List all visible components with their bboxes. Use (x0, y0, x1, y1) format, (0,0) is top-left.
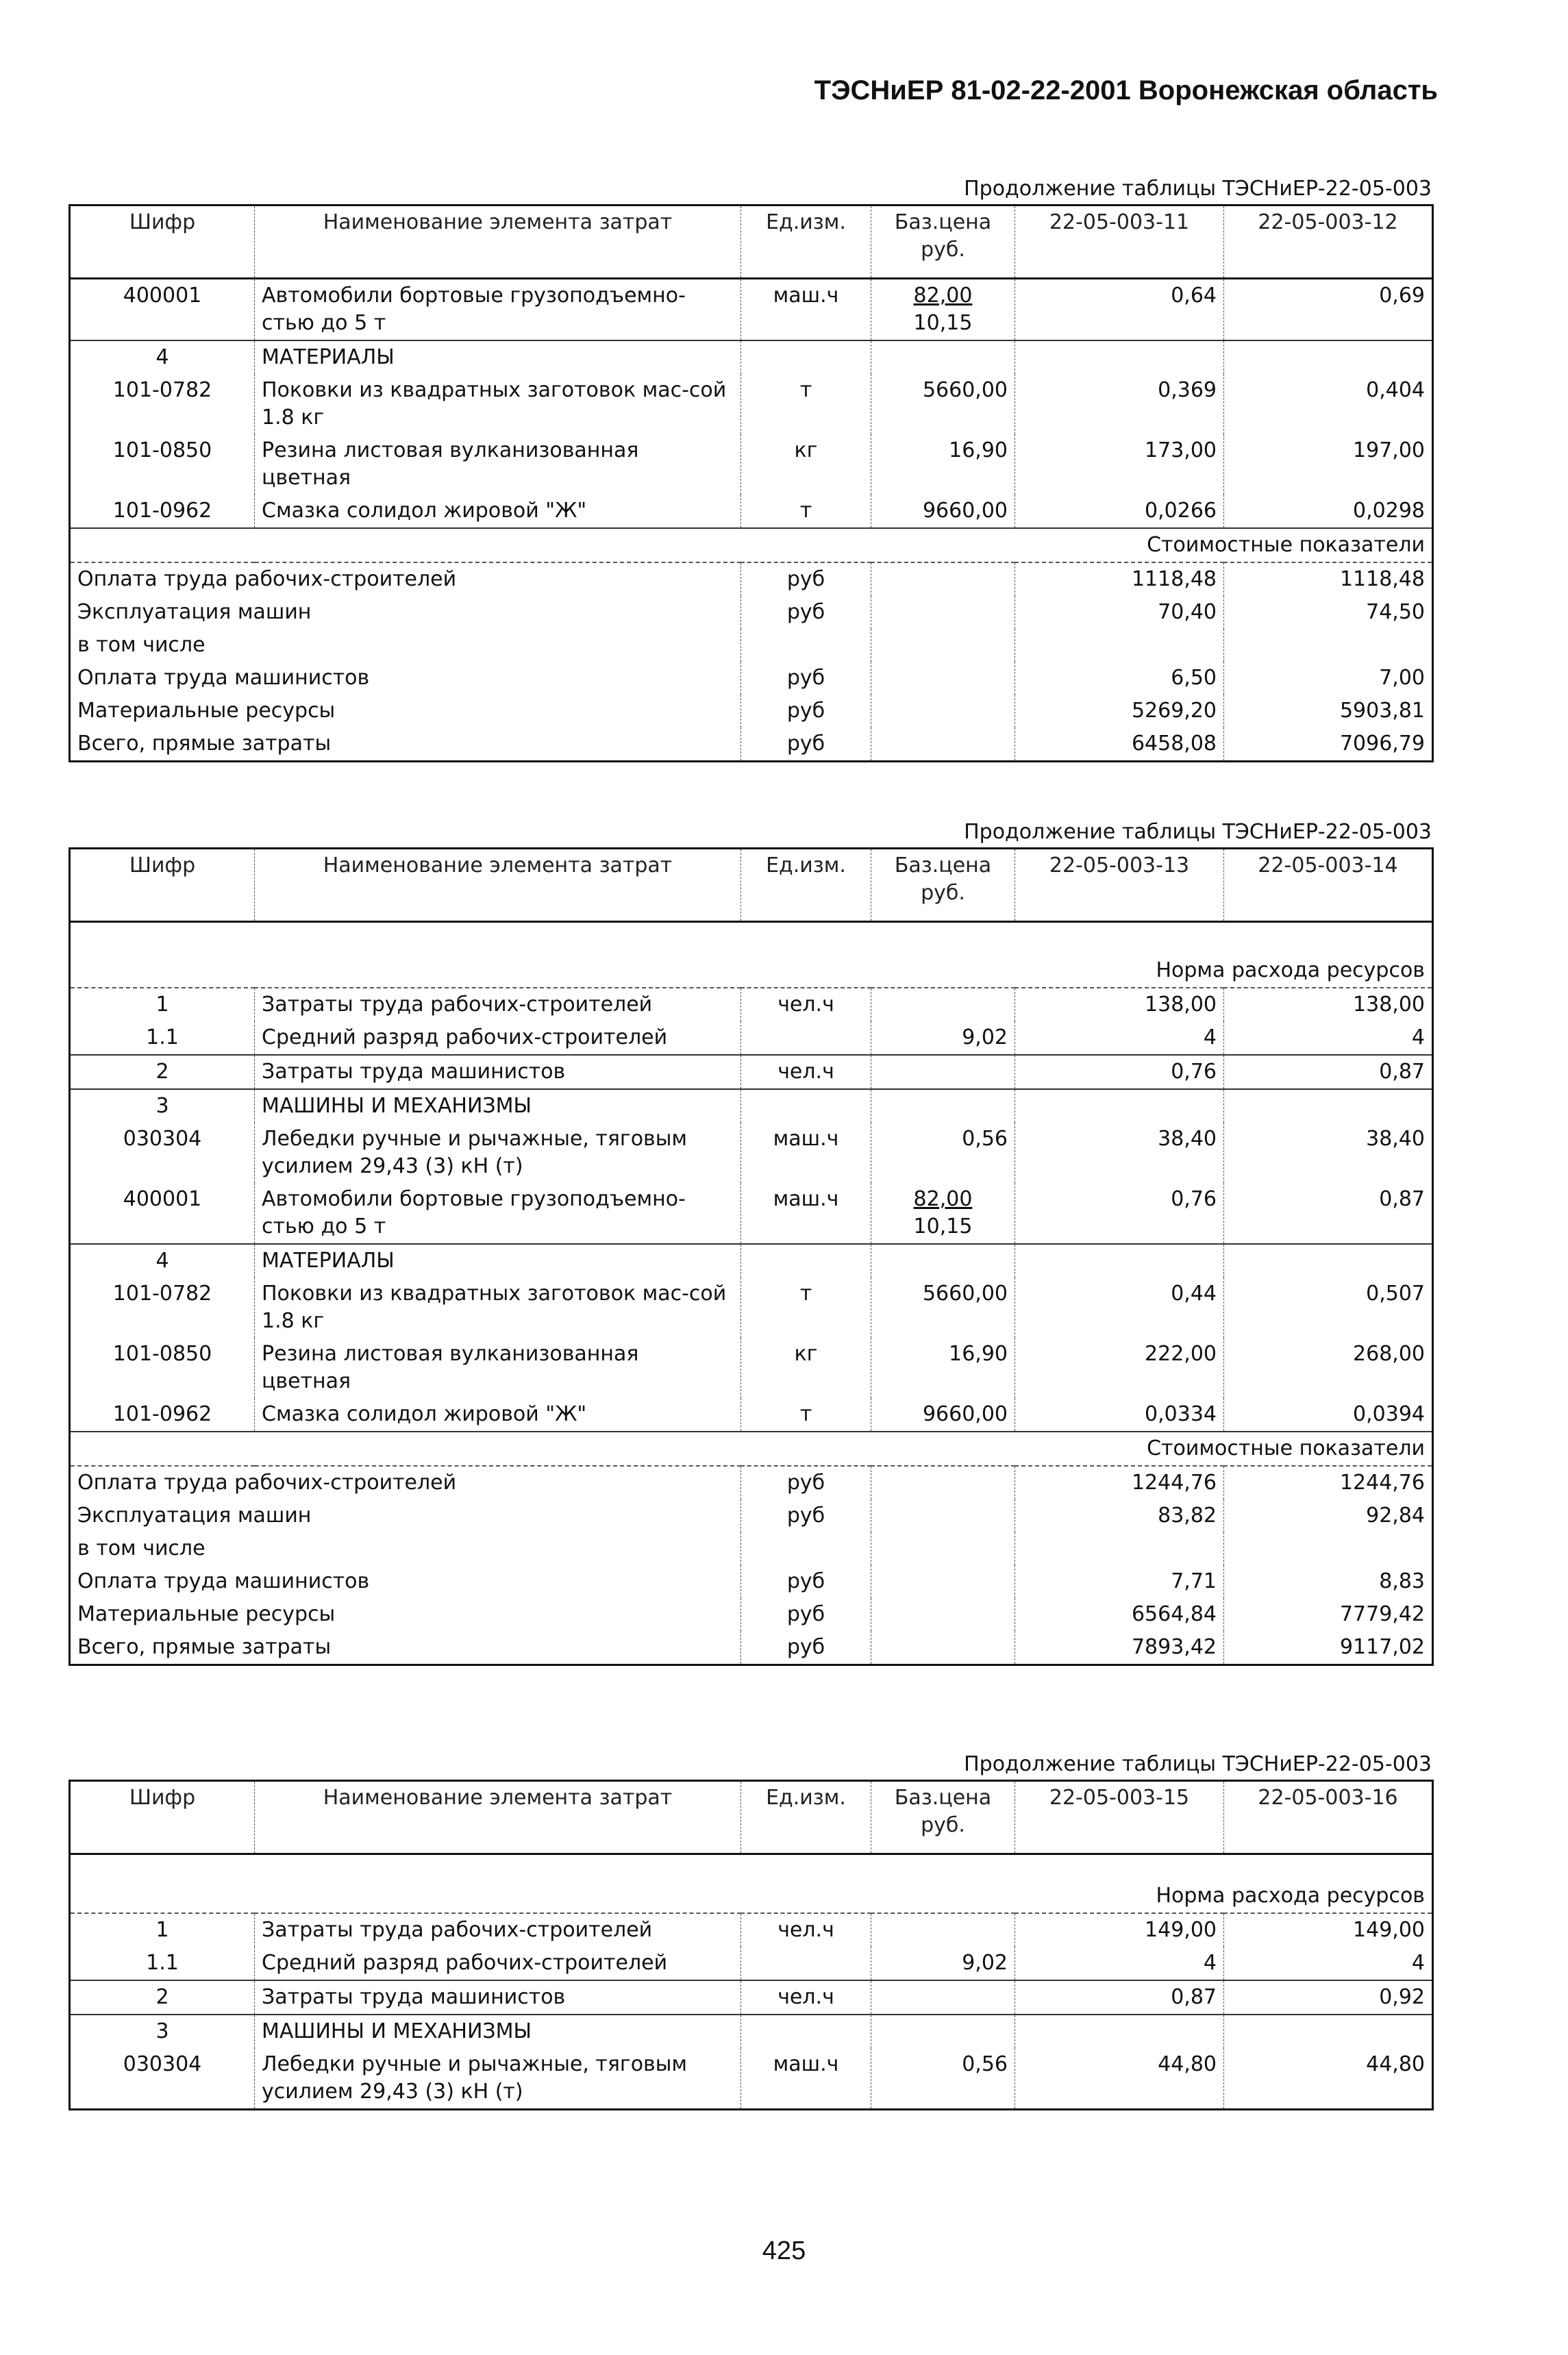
summary-value-b: 5903,81 (1224, 695, 1433, 727)
cell-value-b: 0,507 (1224, 1278, 1433, 1338)
cell-code: 400001 (123, 284, 202, 308)
cell-price: 16,90 (871, 434, 1015, 495)
cell-unit (741, 340, 871, 374)
cell-value-b: 0,92 (1224, 1980, 1433, 2015)
table-row (70, 340, 1433, 374)
summary-unit: руб (741, 1631, 871, 1665)
summary-unit: руб (741, 1565, 871, 1598)
cell-code: 101-0962 (112, 499, 212, 523)
table-row (70, 1089, 1433, 1123)
section-caption: Стоимостные показатели (70, 528, 1433, 562)
cell-unit (741, 1089, 871, 1123)
summary-label: Оплата труда рабочих-строителей (77, 567, 457, 591)
cell-price: 5660,00 (871, 1278, 1015, 1338)
table-row (70, 988, 1433, 1021)
cell-value-b: 138,00 (1224, 988, 1433, 1021)
summary-unit: руб (741, 596, 871, 629)
summary-value-a: 1244,76 (1015, 1466, 1224, 1499)
summary-label: Эксплуатация машин (77, 600, 312, 624)
cell-price (871, 279, 1015, 341)
col-header-price: Баз.цена руб. (871, 205, 1015, 279)
cell-value-a: 0,44 (1015, 1278, 1224, 1338)
table-row (70, 1913, 1433, 1947)
cell-value-b: 0,69 (1224, 279, 1433, 341)
cell-value-b: 197,00 (1224, 434, 1433, 495)
cell-value-b: 0,0298 (1224, 495, 1433, 528)
cell-value-b: 44,80 (1224, 2048, 1433, 2110)
cell-value-a (1015, 2015, 1224, 2048)
cell-value-b: 4 (1224, 1021, 1433, 1055)
cell-unit: маш.ч (741, 1183, 871, 1244)
cell-name: МАШИНЫ И МЕХАНИЗМЫ (255, 1089, 741, 1123)
price-value: 82,00 (913, 284, 973, 308)
cell-value-b: 0,0394 (1224, 1398, 1433, 1432)
summary-label: в том числе (77, 633, 206, 657)
summary-unit: руб (741, 727, 871, 762)
cell-name: Поковки из квадратных заготовок мас-сой 1.8 кг (255, 374, 741, 434)
cell-unit: т (741, 1278, 871, 1338)
summary-row (70, 1532, 1433, 1565)
summary-label: в том числе (77, 1536, 206, 1560)
summary-label: Оплата труда рабочих-строителей (77, 1471, 457, 1495)
cell-value-b: 4 (1224, 1947, 1433, 1980)
section-caption-row (70, 922, 1433, 988)
cell-price (871, 340, 1015, 374)
summary-empty (871, 629, 1015, 662)
section-caption-row (70, 1432, 1433, 1466)
col-header-code-b: 22-05-003-12 (1224, 205, 1433, 279)
price-secondary: 10,15 (913, 1214, 973, 1238)
cell-name: Затраты труда машинистов (255, 1980, 741, 2015)
table-header-row (70, 849, 1433, 922)
table-row (70, 1055, 1433, 1089)
cell-code: 030304 (123, 1127, 202, 1151)
col-header-unit: Ед.изм. (741, 205, 871, 279)
table-row (70, 434, 1433, 495)
cell-name: Смазка солидол жировой "Ж" (255, 1398, 741, 1432)
price-secondary: 10,15 (913, 311, 973, 335)
cell-code: 101-0962 (112, 1402, 212, 1426)
cell-name: Затраты труда рабочих-строителей (255, 988, 741, 1021)
cell-unit: чел.ч (741, 1980, 871, 2015)
cell-code: 1 (155, 1918, 169, 1942)
table-caption: Продолжение таблицы ТЭСНиЕР-22-05-003 (964, 177, 1432, 201)
cell-value-b: 0,87 (1224, 1183, 1433, 1244)
cell-value-a: 38,40 (1015, 1123, 1224, 1183)
col-header-code-a: 22-05-003-11 (1015, 205, 1224, 279)
cell-code: 1 (155, 993, 169, 1017)
table-row (70, 1183, 1433, 1244)
summary-row (70, 1466, 1433, 1499)
resource-table-3 (69, 1780, 1434, 2110)
cell-value-a: 44,80 (1015, 2048, 1224, 2110)
col-header-code-b: 22-05-003-14 (1224, 849, 1433, 922)
summary-value-b: 1244,76 (1224, 1466, 1433, 1499)
summary-value-b: 7779,42 (1224, 1598, 1433, 1631)
summary-empty (871, 562, 1015, 596)
cell-name: Затраты труда рабочих-строителей (255, 1913, 741, 1947)
summary-unit: руб (741, 1598, 871, 1631)
summary-label: Материальные ресурсы (77, 1602, 336, 1626)
cell-unit: кг (741, 434, 871, 495)
cell-code: 3 (70, 1089, 255, 1123)
cell-unit: чел.ч (741, 1055, 871, 1089)
col-header-name: Наименование элемента затрат (255, 849, 741, 922)
cell-value-a: 0,64 (1015, 279, 1224, 341)
summary-empty (871, 1565, 1015, 1598)
cell-name: МАТЕРИАЛЫ (255, 340, 741, 374)
summary-unit: руб (741, 1466, 871, 1499)
cell-value-a (1015, 1244, 1224, 1278)
cell-code: 2 (70, 1980, 255, 2015)
cell-code: 1.1 (146, 1951, 179, 1975)
summary-row (70, 727, 1433, 762)
summary-unit (741, 629, 871, 662)
summary-value-a: 6458,08 (1015, 727, 1224, 762)
cell-code: 4 (70, 1244, 255, 1278)
table-row (70, 2048, 1433, 2110)
cell-unit (741, 1947, 871, 1980)
summary-label: Оплата труда машинистов (77, 666, 370, 690)
price-value: 82,00 (913, 1187, 973, 1211)
cell-price: 0,56 (871, 2048, 1015, 2110)
cell-value-a: 222,00 (1015, 1338, 1224, 1398)
table-caption: Продолжение таблицы ТЭСНиЕР-22-05-003 (964, 820, 1432, 844)
table-row (70, 1947, 1433, 1980)
summary-value-b: 8,83 (1224, 1565, 1433, 1598)
cell-value-a: 0,369 (1015, 374, 1224, 434)
summary-value-b: 74,50 (1224, 596, 1433, 629)
summary-empty (871, 1598, 1015, 1631)
cell-value-b (1224, 1089, 1433, 1123)
summary-empty (871, 596, 1015, 629)
summary-value-a: 7893,42 (1015, 1631, 1224, 1665)
cell-code: 101-0850 (112, 1342, 212, 1366)
cell-unit: маш.ч (741, 2048, 871, 2110)
cell-value-a: 173,00 (1015, 434, 1224, 495)
summary-empty (871, 1631, 1015, 1665)
summary-value-b (1224, 629, 1433, 662)
cell-unit: т (741, 374, 871, 434)
resource-table-1 (69, 204, 1434, 762)
cell-price: 16,90 (871, 1338, 1015, 1398)
cell-value-b (1224, 2015, 1433, 2048)
cell-price: 9660,00 (871, 1398, 1015, 1432)
col-header-name: Наименование элемента затрат (255, 1781, 741, 1854)
cell-unit: кг (741, 1338, 871, 1398)
summary-row (70, 1631, 1433, 1665)
cell-unit (741, 1244, 871, 1278)
table-row (70, 279, 1433, 341)
summary-value-b: 7096,79 (1224, 727, 1433, 762)
cell-value-a: 0,76 (1015, 1183, 1224, 1244)
summary-value-a: 70,40 (1015, 596, 1224, 629)
summary-row (70, 562, 1433, 596)
summary-value-a: 6564,84 (1015, 1598, 1224, 1631)
col-header-code-a: 22-05-003-13 (1015, 849, 1224, 922)
table-row (70, 1338, 1433, 1398)
cell-value-b: 38,40 (1224, 1123, 1433, 1183)
cell-unit: т (741, 495, 871, 528)
summary-empty (871, 695, 1015, 727)
summary-empty (871, 727, 1015, 762)
section-caption: Норма расхода ресурсов (70, 1854, 1433, 1914)
page-number: 425 (762, 2236, 806, 2265)
col-header-code: Шифр (70, 1781, 255, 1854)
cell-value-a (1015, 340, 1224, 374)
summary-row (70, 596, 1433, 629)
col-header-unit: Ед.изм. (741, 1781, 871, 1854)
summary-value-b: 7,00 (1224, 662, 1433, 695)
document-header-title: ТЭСНиЕР 81-02-22-2001 Воронежская область (814, 75, 1438, 105)
col-header-price: Баз.цена руб. (871, 849, 1015, 922)
cell-price (871, 1980, 1015, 2015)
cell-name: МАТЕРИАЛЫ (255, 1244, 741, 1278)
summary-unit: руб (741, 562, 871, 596)
cell-price: 9,02 (871, 1021, 1015, 1055)
cell-price (871, 2015, 1015, 2048)
cell-name: МАШИНЫ И МЕХАНИЗМЫ (255, 2015, 741, 2048)
summary-value-b (1224, 1532, 1433, 1565)
cell-name: Средний разряд рабочих-строителей (255, 1021, 741, 1055)
cell-price (871, 1183, 1015, 1244)
summary-value-b: 1118,48 (1224, 562, 1433, 596)
cell-unit: чел.ч (741, 1913, 871, 1947)
summary-empty (871, 1532, 1015, 1565)
summary-label: Всего, прямые затраты (77, 1635, 332, 1659)
summary-unit: руб (741, 1499, 871, 1532)
cell-value-a: 4 (1015, 1021, 1224, 1055)
summary-value-b: 9117,02 (1224, 1631, 1433, 1665)
summary-row (70, 1565, 1433, 1598)
cell-code: 3 (70, 2015, 255, 2048)
summary-value-a: 1118,48 (1015, 562, 1224, 596)
table-row (70, 1980, 1433, 2015)
cell-price (871, 1244, 1015, 1278)
summary-label: Эксплуатация машин (77, 1504, 312, 1528)
cell-value-b: 0,404 (1224, 374, 1433, 434)
cell-price: 9,02 (871, 1947, 1015, 1980)
cell-price: 5660,00 (871, 374, 1015, 434)
cell-unit: т (741, 1398, 871, 1432)
cell-code: 4 (70, 340, 255, 374)
cell-name: Лебедки ручные и рычажные, тяговым усилием 29,43 (3) кН (т) (255, 1123, 741, 1183)
summary-row (70, 1598, 1433, 1631)
col-header-unit: Ед.изм. (741, 849, 871, 922)
section-caption: Стоимостные показатели (70, 1432, 1433, 1466)
cell-code: 030304 (123, 2052, 202, 2076)
cell-unit: маш.ч (741, 279, 871, 341)
col-header-code-a: 22-05-003-15 (1015, 1781, 1224, 1854)
cell-value-b: 149,00 (1224, 1913, 1433, 1947)
cell-value-a: 0,0266 (1015, 495, 1224, 528)
cell-name: Затраты труда машинистов (255, 1055, 741, 1089)
summary-row (70, 1499, 1433, 1532)
cell-value-a: 138,00 (1015, 988, 1224, 1021)
summary-value-a: 6,50 (1015, 662, 1224, 695)
cell-name: Лебедки ручные и рычажные, тяговым усилием 29,43 (3) кН (т) (255, 2048, 741, 2110)
cell-price (871, 1089, 1015, 1123)
table-header-row (70, 1781, 1433, 1854)
cell-name: Поковки из квадратных заготовок мас-сой 1.8 кг (255, 1278, 741, 1338)
summary-label: Оплата труда машинистов (77, 1569, 370, 1593)
table-row (70, 2015, 1433, 2048)
cell-price: 9660,00 (871, 495, 1015, 528)
summary-row (70, 662, 1433, 695)
cell-name: Автомобили бортовые грузоподъемно-стью до 5 т (255, 1183, 741, 1244)
cell-value-b: 0,87 (1224, 1055, 1433, 1089)
cell-code: 101-0850 (112, 438, 212, 462)
resource-table-2 (69, 847, 1434, 1666)
summary-value-a: 5269,20 (1015, 695, 1224, 727)
section-caption-row (70, 1854, 1433, 1914)
cell-name: Резина листовая вулканизованная цветная (255, 1338, 741, 1398)
col-header-code-b: 22-05-003-16 (1224, 1781, 1433, 1854)
section-caption-row (70, 528, 1433, 562)
cell-code: 101-0782 (112, 1282, 212, 1306)
table-caption: Продолжение таблицы ТЭСНиЕР-22-05-003 (964, 1752, 1432, 1776)
col-header-price: Баз.цена руб. (871, 1781, 1015, 1854)
section-caption: Норма расхода ресурсов (70, 922, 1433, 988)
cell-value-b (1224, 340, 1433, 374)
cell-unit: маш.ч (741, 1123, 871, 1183)
cell-name: Средний разряд рабочих-строителей (255, 1947, 741, 1980)
cell-code: 101-0782 (112, 378, 212, 402)
cell-code: 2 (70, 1055, 255, 1089)
summary-label: Всего, прямые затраты (77, 732, 332, 756)
cell-value-a: 0,87 (1015, 1980, 1224, 2015)
summary-value-a: 83,82 (1015, 1499, 1224, 1532)
cell-price (871, 1913, 1015, 1947)
cell-price: 0,56 (871, 1123, 1015, 1183)
cell-value-a: 4 (1015, 1947, 1224, 1980)
table-header-row (70, 205, 1433, 279)
cell-value-a: 149,00 (1015, 1913, 1224, 1947)
summary-value-a: 7,71 (1015, 1565, 1224, 1598)
summary-unit: руб (741, 662, 871, 695)
table-row (70, 1244, 1433, 1278)
table-row (70, 1021, 1433, 1055)
summary-row (70, 629, 1433, 662)
summary-row (70, 695, 1433, 727)
cell-code: 1.1 (146, 1025, 179, 1049)
table-row (70, 1398, 1433, 1432)
table-row (70, 495, 1433, 528)
cell-name: Смазка солидол жировой "Ж" (255, 495, 741, 528)
col-header-code: Шифр (70, 205, 255, 279)
cell-price (871, 1055, 1015, 1089)
table-row (70, 374, 1433, 434)
cell-value-b (1224, 1244, 1433, 1278)
cell-code: 400001 (123, 1187, 202, 1211)
cell-unit (741, 2015, 871, 2048)
summary-label: Материальные ресурсы (77, 699, 336, 723)
summary-empty (871, 662, 1015, 695)
summary-empty (871, 1466, 1015, 1499)
cell-value-a: 0,0334 (1015, 1398, 1224, 1432)
col-header-code: Шифр (70, 849, 255, 922)
summary-unit (741, 1532, 871, 1565)
cell-name: Резина листовая вулканизованная цветная (255, 434, 741, 495)
table-row (70, 1123, 1433, 1183)
cell-price (871, 988, 1015, 1021)
cell-unit: чел.ч (741, 988, 871, 1021)
summary-empty (871, 1499, 1015, 1532)
col-header-name: Наименование элемента затрат (255, 205, 741, 279)
summary-value-b: 92,84 (1224, 1499, 1433, 1532)
summary-value-a (1015, 629, 1224, 662)
cell-unit (741, 1021, 871, 1055)
cell-value-b: 268,00 (1224, 1338, 1433, 1398)
cell-value-a: 0,76 (1015, 1055, 1224, 1089)
cell-value-a (1015, 1089, 1224, 1123)
table-row (70, 1278, 1433, 1338)
summary-value-a (1015, 1532, 1224, 1565)
cell-name: Автомобили бортовые грузоподъемно-стью до 5 т (255, 279, 741, 341)
summary-unit: руб (741, 695, 871, 727)
